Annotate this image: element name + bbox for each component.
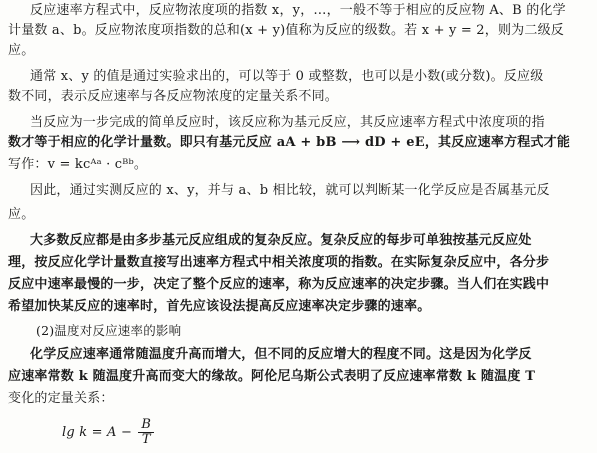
- paragraph-line: 反应中速率最慢的一步，决定了整个反应的速率，称为反应速率的决定步骤。当人们在实践中: [8, 277, 550, 292]
- paragraph-line: 数才等于相应的化学计量数。即只有基元反应 aA + bB ⟶ dD + eE，其反应速率方程式才能: [8, 135, 571, 150]
- paragraph-line: 理，按反应化学计量数直接写出速率方程式中相关浓度项的指数。在实际复杂反应中，各分步: [8, 255, 550, 270]
- paragraph-line: 反应速率方程式中，反应物浓度项的指数 x，y，…，一般不等于相应的反应物 A、B 的化学: [30, 3, 566, 18]
- paragraph-line: 大多数反应都是由多步基元反应组成的复杂反应。复杂反应的每步可单独按基元反应处: [30, 233, 532, 248]
- paragraph-line: 应。: [8, 43, 35, 58]
- formula-numerator: B: [138, 418, 154, 433]
- paragraph-line: 希望加快某反应的速率时，首先应该设法提高反应速率决定步骤的速率。: [8, 299, 431, 314]
- arrhenius-formula: [62, 418, 591, 452]
- paragraph-line: 应。: [8, 207, 35, 222]
- paragraph-line: 变化的定量关系：: [8, 391, 114, 406]
- section-heading: (2)温度对反应速率的影响: [36, 323, 182, 338]
- paragraph-line: 数不同，表示反应速率与各反应物浓度的定量关系不同。: [8, 89, 339, 104]
- paragraph-line: 应速率常数 k 随温度升高而变大的缘故。阿伦尼乌斯公式表明了反应速率常数 k 随温度 T: [8, 369, 536, 384]
- formula-left: lg k = A −: [62, 425, 133, 440]
- paragraph-line: 因此，通过实测反应的 x、y，并与 a、b 相比较，就可以判断某一化学反应是否属基元反: [30, 183, 550, 198]
- paragraph-line: 通常 x、y 的值是通过实验求出的，可以等于 0 或整数，也可以是小数(或分数)。反应级: [30, 69, 544, 84]
- formula-denominator: T: [141, 432, 151, 447]
- paragraph-line: 写作：v = kcᴬᵃ · cᴮᵇ。: [8, 157, 148, 172]
- paragraph-line: 化学反应速率通常随温度升高而增大，但不同的反应增大的程度不同。这是因为化学反: [30, 347, 532, 362]
- paragraph-line: 计量数 a、b。反应物浓度项指数的总和(x + y)值称为反应的级数。若 x + y = 2，则为二级反: [8, 23, 564, 38]
- paragraph-line: 当反应为一步完成的简单反应时，该反应称为基元反应，其反应速率方程式中浓度项的指: [30, 115, 545, 130]
- formula-fraction: [138, 418, 154, 447]
